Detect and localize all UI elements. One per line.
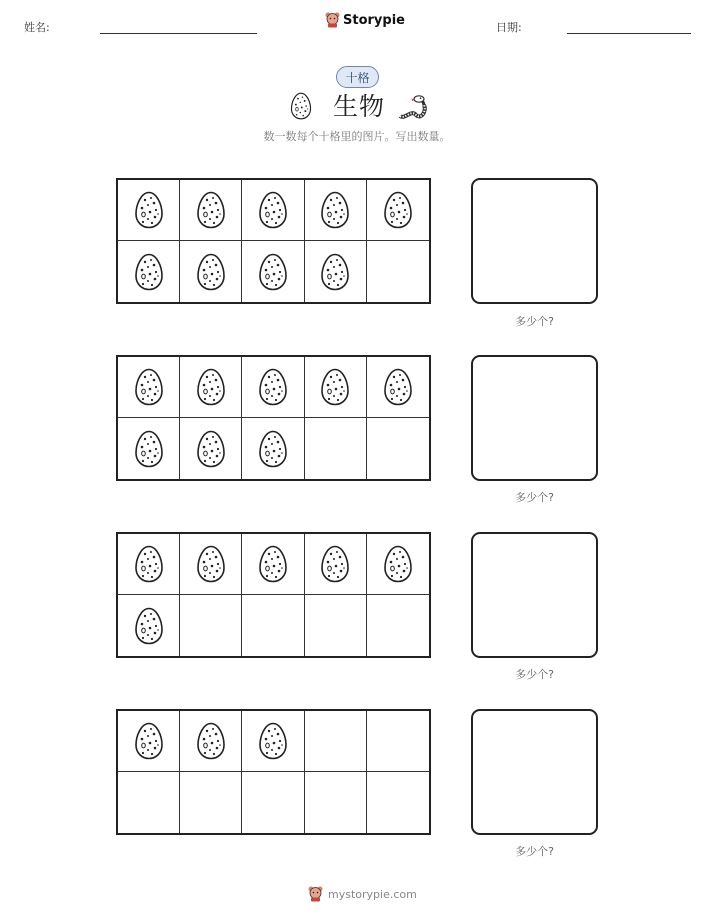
bear-mascot-icon [325, 12, 340, 28]
answer-box-4[interactable] [471, 709, 598, 835]
ten-frame-cell [305, 180, 367, 241]
ten-frame-cell [118, 180, 180, 241]
ten-frame-cell [305, 241, 367, 302]
answer-box-3[interactable] [471, 532, 598, 658]
ten-frame-cell [242, 534, 304, 595]
snake-icon [397, 93, 431, 120]
topic-badge: 十格 [336, 66, 379, 88]
brand-name: Storypie [343, 12, 405, 28]
ten-frame-cell [367, 534, 429, 595]
how-many-label-3: 多少个? [515, 668, 554, 681]
ten-frame-cell [242, 772, 304, 833]
speckled-egg-icon [134, 430, 164, 468]
ten-frame-cell [367, 241, 429, 302]
speckled-egg-icon [196, 253, 226, 291]
ten-frame-cell [367, 180, 429, 241]
ten-frame-cell [305, 595, 367, 656]
name-label: 姓名: [24, 21, 50, 34]
speckled-egg-icon [196, 191, 226, 229]
speckled-egg-icon [134, 191, 164, 229]
ten-frame-cell [305, 357, 367, 418]
speckled-egg-icon [290, 92, 312, 120]
speckled-egg-icon [258, 545, 288, 583]
ten-frame-cell [367, 772, 429, 833]
how-many-label-4: 多少个? [515, 845, 554, 858]
ten-frame-cell [242, 595, 304, 656]
ten-frame-cell [305, 772, 367, 833]
ten-frame-3 [116, 532, 431, 658]
speckled-egg-icon [196, 430, 226, 468]
speckled-egg-icon [383, 191, 413, 229]
ten-frame-2 [116, 355, 431, 481]
ten-frame-cell [180, 595, 242, 656]
ten-frame-cell [118, 772, 180, 833]
ten-frame-cell [180, 418, 242, 479]
speckled-egg-icon [134, 253, 164, 291]
ten-frame-cell [367, 711, 429, 772]
ten-frame-cell [242, 357, 304, 418]
ten-frame-cell [180, 772, 242, 833]
speckled-egg-icon [320, 253, 350, 291]
instruction-text: 数一数每个十格里的图片。写出数量。 [263, 130, 451, 143]
speckled-egg-icon [196, 368, 226, 406]
footer-site[interactable]: mystorypie.com [328, 887, 417, 901]
ten-frame-cell [305, 418, 367, 479]
ten-frame-cell [118, 595, 180, 656]
ten-frame-cell [118, 357, 180, 418]
ten-frame-cell [118, 241, 180, 302]
ten-frame-cell [367, 418, 429, 479]
ten-frame-cell [305, 711, 367, 772]
ten-frame-cell [118, 534, 180, 595]
speckled-egg-icon [196, 545, 226, 583]
how-many-label-2: 多少个? [515, 491, 554, 504]
bear-mascot-icon [308, 886, 323, 902]
ten-frame-cell [367, 357, 429, 418]
ten-frame-cell [180, 534, 242, 595]
page-title: 生物 [333, 92, 386, 121]
ten-frame-cell [242, 241, 304, 302]
ten-frame-cell [242, 180, 304, 241]
date-label: 日期: [496, 21, 522, 34]
speckled-egg-icon [258, 368, 288, 406]
ten-frame-cell [242, 418, 304, 479]
speckled-egg-icon [134, 607, 164, 645]
ten-frame-cell [118, 418, 180, 479]
name-line[interactable] [100, 33, 257, 34]
ten-frame-cell [305, 534, 367, 595]
ten-frame-cell [180, 357, 242, 418]
speckled-egg-icon [258, 722, 288, 760]
brand-logo [325, 12, 405, 28]
ten-frame-4 [116, 709, 431, 835]
speckled-egg-icon [383, 545, 413, 583]
ten-frame-1 [116, 178, 431, 304]
answer-box-1[interactable] [471, 178, 598, 304]
ten-frame-cell [367, 595, 429, 656]
speckled-egg-icon [134, 368, 164, 406]
ten-frame-cell [180, 241, 242, 302]
ten-frame-cell [118, 711, 180, 772]
speckled-egg-icon [196, 722, 226, 760]
speckled-egg-icon [320, 368, 350, 406]
answer-box-2[interactable] [471, 355, 598, 481]
speckled-egg-icon [134, 722, 164, 760]
date-line[interactable] [567, 33, 691, 34]
ten-frame-cell [242, 711, 304, 772]
speckled-egg-icon [134, 545, 164, 583]
ten-frame-cell [180, 711, 242, 772]
how-many-label-1: 多少个? [515, 315, 554, 328]
speckled-egg-icon [258, 253, 288, 291]
speckled-egg-icon [320, 545, 350, 583]
speckled-egg-icon [320, 191, 350, 229]
speckled-egg-icon [258, 430, 288, 468]
ten-frame-cell [180, 180, 242, 241]
speckled-egg-icon [383, 368, 413, 406]
speckled-egg-icon [258, 191, 288, 229]
footer [308, 886, 417, 902]
